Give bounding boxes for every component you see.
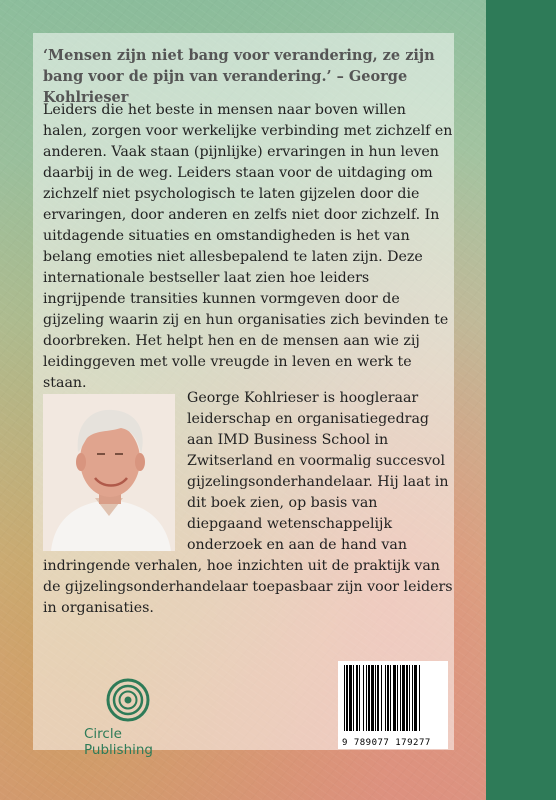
barcode-bar	[402, 665, 405, 731]
author-portrait-image	[43, 394, 175, 551]
publisher-name-line2: Publishing	[84, 742, 153, 758]
isbn-barcode	[338, 661, 448, 749]
barcode-bar	[381, 665, 382, 731]
barcode-bar	[349, 665, 352, 731]
barcode-bar	[371, 665, 374, 731]
barcode-bar	[406, 665, 408, 731]
barcode-bar	[393, 665, 396, 731]
barcode-bar	[344, 665, 345, 731]
author-bio-text: George Kohlrieser is hoogleraar leiderschap en organisatiegedrag aan IMD Business School in Zwitserland en voormalig succesvol gijzelingsonderhandelaar. Hij laat in dit boek zien, op basis van diepgaand wetenschappelijk onderzoek en aan de hand van indringende verhalen, hoe inzichten uit de praktijk van de gijzelingsonderhandelaar toepasbaar zijn voor leiders in organisaties.	[43, 390, 453, 616]
author-quote: ‘Mensen zijn niet bang voor verandering, ze zijn bang voor de pijn van verandering.’ – George Kohlrieser	[43, 47, 435, 106]
publisher-logo	[84, 678, 168, 758]
barcode-bar	[390, 665, 391, 731]
barcode-bar	[363, 665, 364, 731]
spine-strip	[486, 0, 556, 800]
barcode-bars	[338, 661, 448, 737]
isbn-number: 9 789077 179277	[342, 738, 431, 748]
barcode-bar	[368, 665, 370, 731]
barcode-bar	[366, 665, 367, 731]
barcode-bar	[419, 665, 420, 731]
barcode-bar	[356, 665, 358, 731]
barcode-bar	[397, 665, 398, 731]
author-photo	[43, 394, 175, 551]
barcode-bar	[346, 665, 348, 731]
barcode-bar	[387, 665, 389, 731]
barcode-bar	[400, 665, 401, 731]
barcode-bar	[409, 665, 410, 731]
author-bio-section	[43, 388, 453, 619]
barcode-bar	[359, 665, 360, 731]
barcode-bar	[377, 665, 379, 731]
barcode-bar	[375, 665, 376, 731]
barcode-bar	[412, 665, 413, 731]
barcode-bar	[385, 665, 386, 731]
circle-logo-icon	[106, 678, 150, 722]
barcode-bar	[414, 665, 417, 731]
barcode-bar	[353, 665, 354, 731]
publisher-name-line1: Circle	[84, 726, 122, 742]
blurb-text: Leiders die het beste in mensen naar boven willen halen, zorgen voor werkelijke verbinding met zichzelf en anderen. Vaak staan (pijnlijke) ervaringen in hun leven daarbij in de weg. Leiders staan voor de uitdaging om zichzelf niet psychologisch te laten gijzelen door die ervaringen, door anderen en zelfs niet door zichzelf. In uitdagende situaties en omstandigheden is het van belang emoties niet allesbepalend te laten zijn. Deze internationale bestseller laat zien hoe leiders ingrijpende transities kunnen vormgeven door de gijzeling waarin zij en hun organisaties zich bevinden te doorbreken. Het helpt hen en de mensen aan wie zij leidinggeven met volle vreugde in leven en werk te staan.	[43, 102, 453, 391]
